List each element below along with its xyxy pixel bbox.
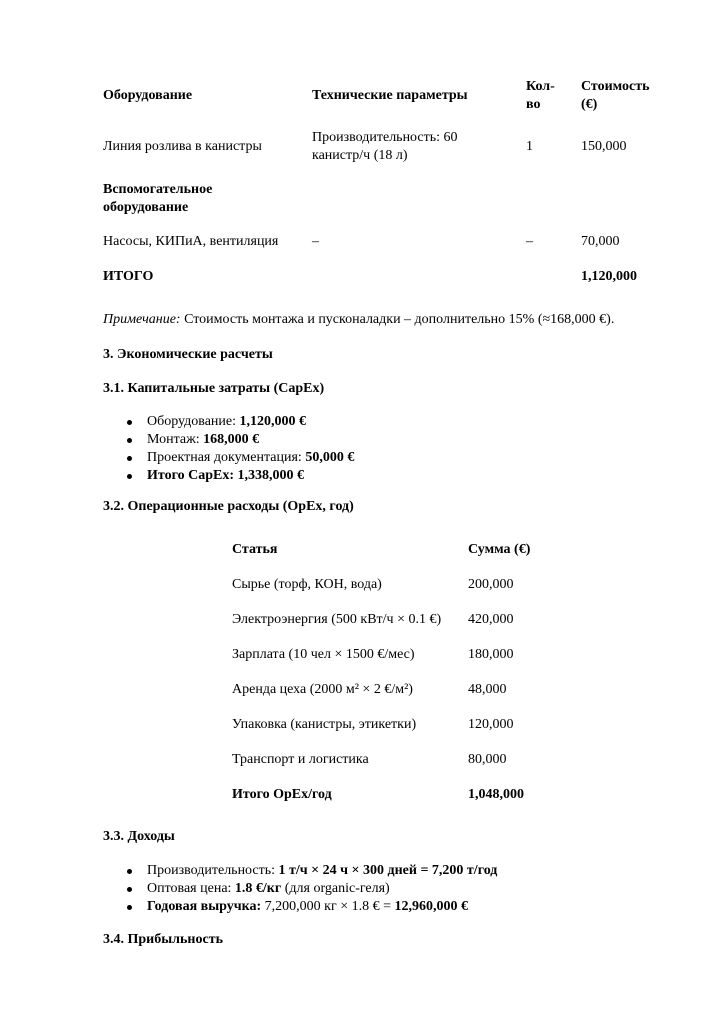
opex-row-amount: 200,000 [468,577,514,592]
opex-row-amount: 80,000 [468,752,507,767]
table-cell-cost: 150,000 [581,139,627,154]
table-header-params: Технические параметры [312,88,468,103]
opex-header-amount: Сумма (€) [468,542,531,557]
opex-total-item: Итого OpEx/год [232,787,332,802]
table-header-qty-line2: во [526,97,541,112]
opex-row-item: Упаковка (канистры, этикетки) [232,717,417,732]
table-group-line1: Вспомогательное [103,182,213,197]
income-list [103,862,497,916]
table-total-label: ИТОГО [103,269,154,284]
profit-heading: 3.4. Прибыльность [103,932,223,947]
capex-list [103,413,354,485]
opex-row-amount: 420,000 [468,612,514,627]
opex-total-amount: 1,048,000 [468,787,524,802]
list-item: Оборудование: 1,120,000 € [103,413,354,431]
list-item: Производительность: 1 т/ч × 24 ч × 300 дней = 7,200 т/год [103,862,497,880]
table-cell-qty: 1 [526,139,533,154]
list-item: Монтаж: 168,000 € [103,431,354,449]
table-header-qty-line1: Кол- [526,79,555,94]
capex-heading: 3.1. Капитальные затраты (CapEx) [103,381,325,396]
opex-row-item: Зарплата (10 чел × 1500 €/мес) [232,647,415,662]
opex-row-amount: 120,000 [468,717,514,732]
opex-row-amount: 180,000 [468,647,514,662]
opex-row-item: Транспорт и логистика [232,752,369,767]
table-cell-cost: 70,000 [581,234,620,249]
table-cell-params-line1: Производительность: 60 [312,130,458,145]
note-label: Примечание: [103,312,181,327]
income-heading: 3.3. Доходы [103,829,175,844]
table-total-cost: 1,120,000 [581,269,637,284]
table-header-equipment: Оборудование [103,88,193,103]
opex-row-amount: 48,000 [468,682,507,697]
table-cell-equipment: Линия розлива в канистры [103,139,262,154]
table-header-cost-line2: (€) [581,97,598,112]
opex-heading: 3.2. Операционные расходы (OpEx, год) [103,499,354,514]
section-3-heading: 3. Экономические расчеты [103,347,273,362]
list-item: Проектная документация: 50,000 € [103,449,354,467]
opex-row-item: Сырье (торф, КОН, вода) [232,577,382,592]
opex-row-item: Аренда цеха (2000 м² × 2 €/м²) [232,682,413,697]
opex-row-item: Электроэнергия (500 кВт/ч × 0.1 €) [232,612,442,627]
table-cell-equipment: Насосы, КИПиА, вентиляция [103,234,279,249]
opex-header-item: Статья [232,542,278,557]
list-item: Годовая выручка: 7,200,000 кг × 1.8 € = 12,960,000 € [103,898,497,916]
table-cell-qty: – [526,234,533,249]
table-cell-params: – [312,234,319,249]
list-item: Итого CapEx: 1,338,000 € [103,467,354,485]
table-cell-params-line2: канистр/ч (18 л) [312,148,408,163]
table-header-cost-line1: Стоимость [581,79,650,94]
note-paragraph [103,311,614,329]
table-group-line2: оборудование [103,200,189,215]
list-item: Оптовая цена: 1.8 €/кг (для organic-геля) [103,880,497,898]
note-text: Стоимость монтажа и пусконаладки – дополнительно 15% (≈168,000 €). [184,312,615,327]
